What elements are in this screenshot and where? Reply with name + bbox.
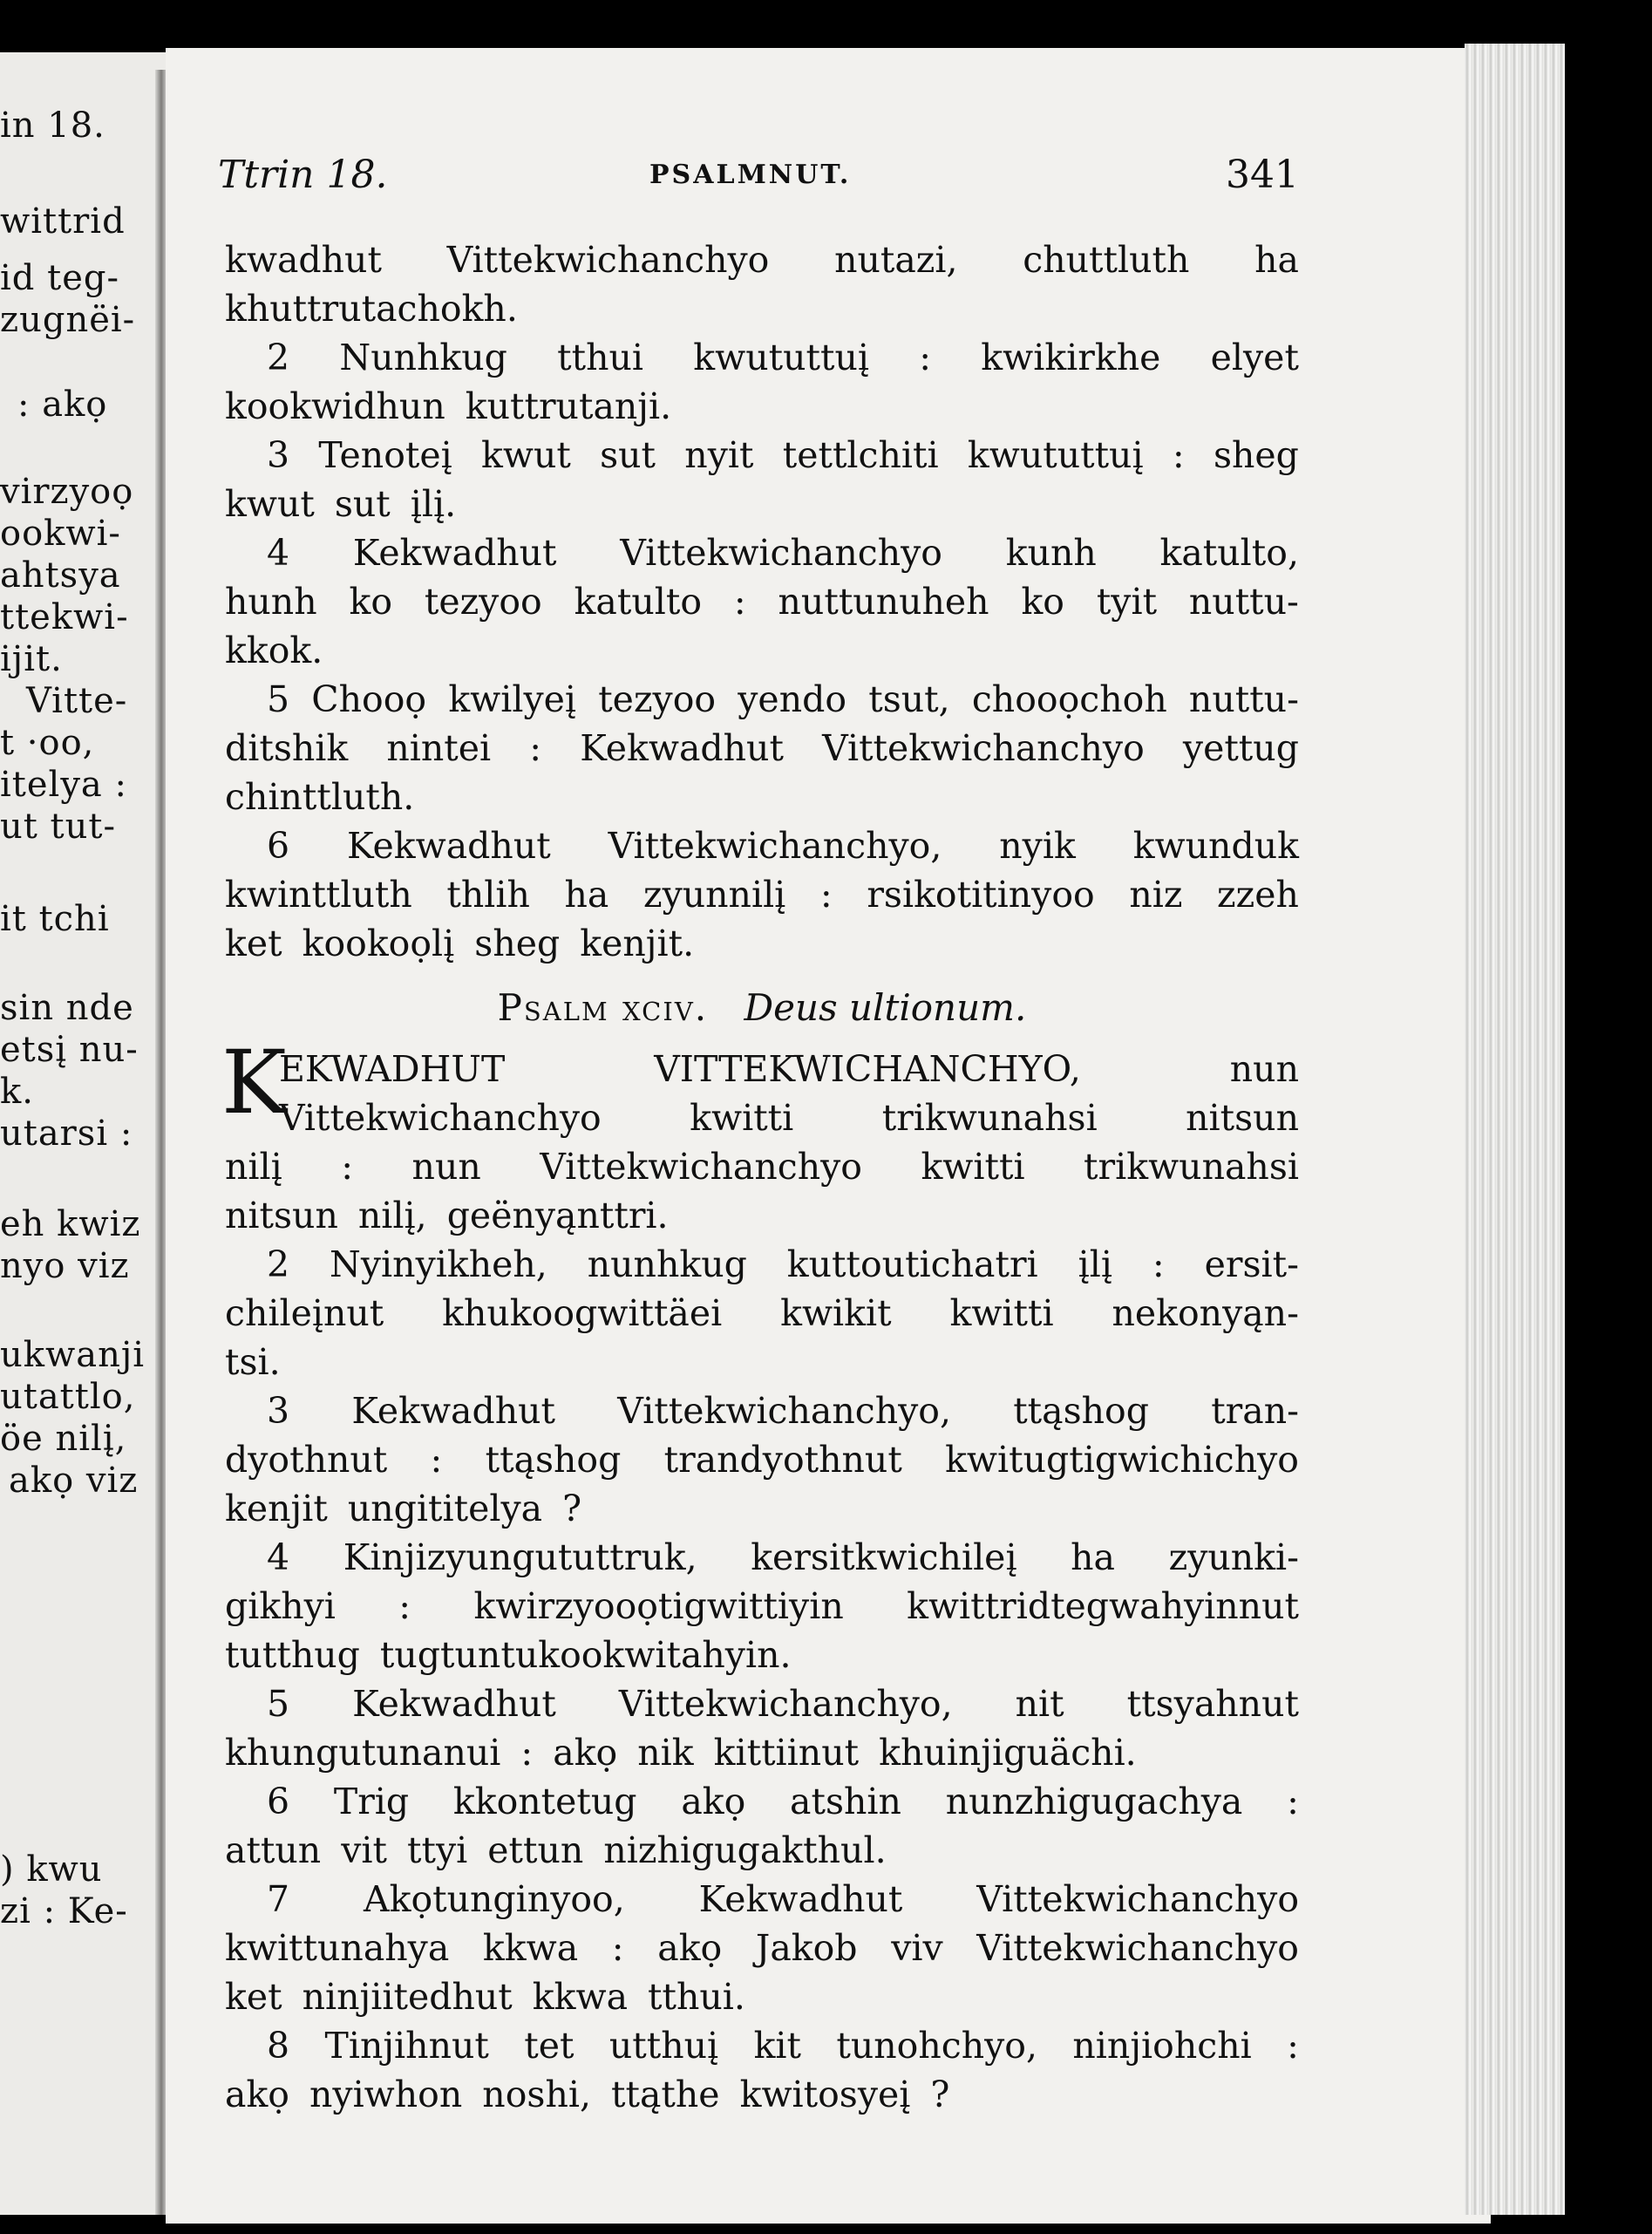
word: Chooọ [311,678,427,720]
word: nit [1015,1683,1064,1725]
text-line: akọ nyiwhon noshi, ttąthe kwitosyeį ? [225,2074,950,2115]
facing-page-line: ahtsya [0,555,121,596]
word: sut [600,434,656,476]
word: Vittekwichanchyo [620,532,942,574]
word: zyunki- [1168,1536,1299,1578]
word: yendo [738,678,847,720]
word: chuttluth [1023,239,1190,281]
word: įlį [1078,1243,1112,1285]
text-line [225,577,1299,626]
word: tyit [1096,581,1158,623]
psalm-93-ending [225,235,1299,968]
word: kit [753,2025,801,2067]
facing-page-line: ookwi- [0,514,121,554]
word: Kinjizyungututtruk, [343,1536,697,1578]
word: kwadhut [225,239,382,281]
facing-page-line: eh kwiz [0,1204,141,1244]
word: : [529,727,542,769]
word: Kekwadhut [352,532,557,574]
text-line [225,1679,1299,1728]
word: 4 [267,1536,290,1578]
word: niz [1129,874,1183,916]
text-line [225,1875,1299,1924]
word: kuttoutichatri [786,1243,1038,1285]
word: Nyinyikheh, [330,1243,547,1285]
word: 3 [267,434,290,476]
facing-page-line: t ·oo, [0,723,95,763]
word: 5 [267,1683,290,1725]
text-line: kkok. [225,630,323,671]
word: nekonyąn- [1112,1292,1299,1334]
text-line [225,1289,1299,1338]
text-line: attun vit ttyi ettun nizhigugakthul. [225,1829,887,1871]
word: hunh [225,581,317,623]
word: tran- [1211,1390,1299,1432]
word: nyik [999,825,1076,867]
text-line [225,675,1299,724]
facing-page-line: öe nilį, [0,1419,127,1459]
facing-page-line: id teg- [0,258,119,298]
word: : [341,1146,354,1188]
word: trikwunahsi [1084,1146,1299,1188]
text-line [225,431,1299,480]
word: kwitugtigwichichyo [945,1439,1299,1481]
word: nilį [225,1146,282,1188]
word: Vittekwichanchyo, [608,825,942,867]
word: thlih [446,874,530,916]
facing-page-line: nyo viz [0,1246,130,1286]
text-line: tutthug tugtuntukookwitahyin. [225,1634,792,1676]
page-edges [1465,44,1569,2215]
word: kwikirkhe [981,337,1161,378]
text-line [225,821,1299,870]
word: : [430,1439,443,1481]
word: kwut [481,434,571,476]
word: trandyothnut [663,1439,902,1481]
word: nuttu- [1188,678,1299,720]
word: Vittekwichanchyo [976,1927,1299,1969]
word: ha [1254,239,1299,281]
text-line [225,1386,1299,1435]
word: atshin [790,1781,901,1822]
word: nun [411,1146,481,1188]
text-line [225,1240,1299,1289]
word: Kekwadhut [352,1683,556,1725]
word: akọ [657,1927,723,1969]
word: kwikit [780,1292,892,1334]
word: ko [349,581,392,623]
word: nun [1229,1048,1299,1090]
facing-page-line: etsį nu- [0,1030,139,1070]
text-line: nitsun nilį, geënyąnttri. [225,1195,669,1236]
word: 7 [267,1878,290,1920]
word: EKWADHUT [279,1048,506,1090]
word: : [819,874,833,916]
word: tezyoo [424,581,542,623]
word: akọ [681,1781,746,1822]
word: kkwa [482,1927,579,1969]
word: Kekwadhut [351,1390,556,1432]
word: ttąshog [1013,1390,1149,1432]
word: ditshik [225,727,349,769]
word: Tinjihnut [324,2025,489,2067]
text-line [225,333,1299,382]
word: kwittunahya [225,1927,450,1969]
word: tunohchyo, [836,2025,1038,2067]
word: chileįnut [225,1292,384,1334]
text-line [225,1435,1299,1484]
word: ha [564,874,609,916]
text-line [225,1777,1299,1826]
word: khukoogwittäei [442,1292,723,1334]
word: nitsun [1186,1097,1299,1139]
text-line: ket ninjiitedhut kkwa tthui. [225,1976,745,2018]
facing-page-line: ttekwi- [0,597,129,637]
text-line: chinttluth. [225,776,415,818]
facing-page-line: ut tut- [0,807,116,847]
word: rsikotitinyoo [867,874,1095,916]
facing-page-line: virzyoọ [0,472,134,512]
word: 6 [267,1781,290,1822]
word: Tenoteį [318,434,452,476]
word: Akọtunginyoo, [364,1878,625,1920]
text-line [225,528,1299,577]
word: Kekwadhut [580,727,784,769]
word: 3 [267,1390,290,1432]
word: kersitkwichileį [751,1536,1017,1578]
text-line [225,1533,1299,1582]
facing-page-line: itelya : [0,765,127,805]
text-line [225,2021,1299,2070]
facing-page-line: ukwanji [0,1335,146,1375]
word: tsut, [868,678,950,720]
word: kwututtuį [693,337,869,378]
psalm-heading [225,984,1299,1036]
word: Vittekwichanchyo [976,1878,1299,1920]
word: kwututtuį [967,434,1144,476]
word: zyunnilį [642,874,786,916]
facing-page-line: akọ viz [9,1461,139,1501]
word: : [1287,1781,1299,1822]
facing-page-line: : akọ [17,385,108,425]
text-line: tsi. [225,1341,281,1383]
word: 8 [267,2025,290,2067]
word: sheg [1213,434,1299,476]
word: chooọchoh [971,678,1167,720]
word: ninjiohchi [1072,2025,1252,2067]
text-line: kenjit ungititelya ? [225,1488,582,1529]
word: : [1287,2025,1299,2067]
text-line [225,1142,1299,1191]
word: Kekwadhut [347,825,551,867]
drop-cap: K [221,1032,287,1134]
header-title: PSALMNUT. [649,160,852,190]
text-line: khuttrutachokh. [225,288,518,330]
word: Vittekwichanchyo [279,1097,602,1139]
facing-page-line: wittrid [0,201,126,242]
text-line [225,235,1299,284]
word: ko [1021,581,1064,623]
word: ha [1071,1536,1116,1578]
facing-page-line: it tchi [0,899,110,939]
word: katulto, [1159,532,1299,574]
word: yettug [1182,727,1299,769]
psalm-number: Psalm xciv. [497,986,709,1029]
word: Trig [333,1781,410,1822]
background-edge [1565,0,1652,2234]
word: kwirzyooọtigwittiyin [473,1585,844,1627]
word: tettlchiti [782,434,939,476]
text-line [225,1924,1299,1972]
word: Vittekwichanchyo [540,1146,862,1188]
facing-page-line: utarsi : [0,1114,133,1154]
word: 2 [267,1243,290,1285]
word: : [919,337,932,378]
word: utthuį [608,2025,719,2067]
facing-page-line: sin nde [0,988,134,1028]
word: Vittekwichanchyo [446,239,770,281]
word: Vittekwichanchyo, [617,1390,951,1432]
text-line [225,1582,1299,1631]
text-line [225,1045,1299,1093]
facing-page-line: k. [0,1072,34,1112]
word: nintei [386,727,492,769]
word: Vittekwichanchyo, [618,1683,953,1725]
word: kunh [1005,532,1097,574]
psalm-94-text [221,1032,1299,2119]
word: kwittridtegwahyinnut [907,1585,1299,1627]
word: tthui [557,337,644,378]
word: Kekwadhut [698,1878,903,1920]
word: 6 [267,825,290,867]
facing-page-line: utattlo, [0,1377,136,1417]
word: trikwunahsi [881,1097,1098,1139]
word: tet [524,2025,574,2067]
running-header [218,153,1299,205]
word: kkontetug [452,1781,637,1822]
word: ttąshog [485,1439,622,1481]
word: zzeh [1217,874,1299,916]
text-line [225,1093,1299,1142]
word: kwilyeį [448,678,577,720]
word: katulto [574,581,703,623]
facing-page-line: ) kwu [0,1849,103,1890]
word: 4 [267,532,290,574]
text-line: kookwidhun kuttrutanji. [225,385,672,427]
word: elyet [1210,337,1299,378]
page-body [221,235,1299,2119]
text-line [225,870,1299,919]
word: ttsyahnut [1126,1683,1299,1725]
word: nutazi, [834,239,958,281]
word: kwinttluth [225,874,412,916]
word: : [1172,434,1185,476]
word: : [398,1585,411,1627]
word: nuttunuheh [778,581,989,623]
facing-page-line: ijit. [0,639,63,679]
facing-page-line: in 18. [0,106,105,146]
text-line: khungutunanui : akọ nik kittiinut khuinjiguächi. [225,1732,1137,1774]
text-line [225,724,1299,773]
text-line: ket kookoọlį sheg kenjit. [225,923,695,964]
word: nunzhigugachya [945,1781,1243,1822]
header-section: Ttrin 18. [218,153,388,197]
word: Jakob [755,1927,858,1969]
facing-page-line: Vitte- [26,681,128,721]
word: : [1152,1243,1165,1285]
page-number: 341 [1226,153,1299,197]
word: ersit- [1204,1243,1299,1285]
word: : [733,581,746,623]
word: Nunhkug [339,337,507,378]
text-line: kwut sut įlį. [225,483,457,525]
word: 2 [267,337,290,378]
word: VITTEKWICHANCHYO, [654,1048,1081,1090]
facing-page-line: zugnëi- [0,300,136,340]
word: dyothnut [225,1439,388,1481]
word: gikhyi [225,1585,336,1627]
word: viv [891,1927,943,1969]
word: : [611,1927,624,1969]
facing-page-line: zi : Ke- [0,1891,128,1931]
word: nyit [684,434,754,476]
word: tezyoo [598,678,717,720]
word: Vittekwichanchyo [822,727,1145,769]
word: kwitti [949,1292,1054,1334]
word: kwunduk [1132,825,1299,867]
psalm-latin-title: Deus ultionum. [744,986,1027,1029]
word: nunhkug [587,1243,747,1285]
word: kwitti [921,1146,1025,1188]
word: kwitti [690,1097,794,1139]
word: 5 [267,678,290,720]
word: nuttu- [1188,581,1299,623]
